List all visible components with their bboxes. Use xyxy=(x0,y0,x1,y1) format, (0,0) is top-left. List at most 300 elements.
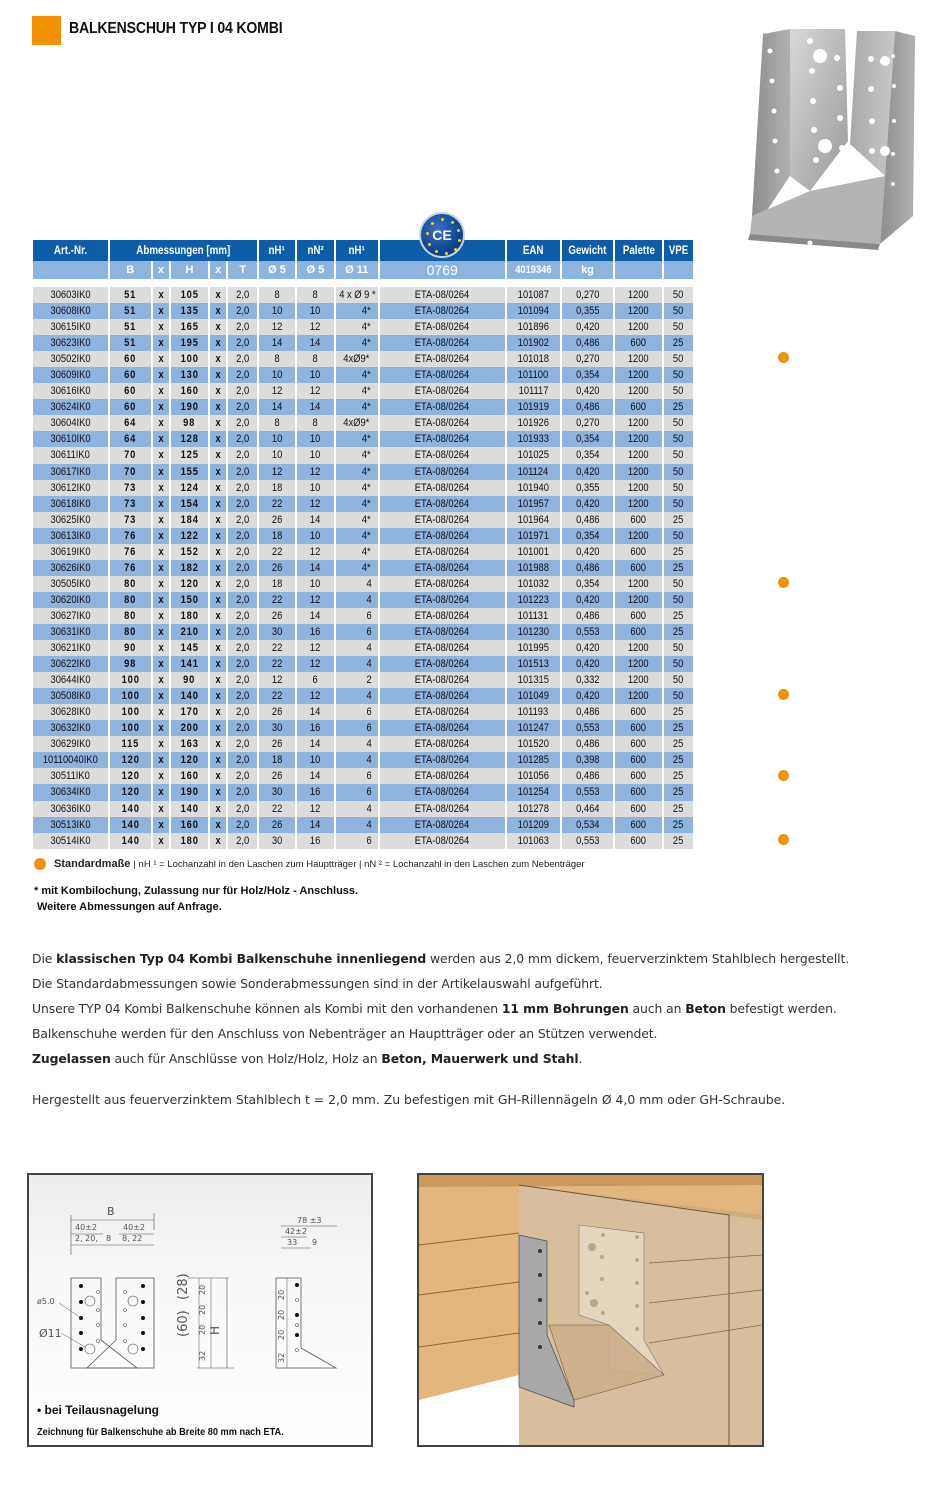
table-body xyxy=(33,287,694,849)
subheader-x1: x xyxy=(152,261,170,279)
cell-dim-x: x xyxy=(152,399,170,415)
cell-dim-t: 2,0 xyxy=(227,560,258,576)
cell-dim-x: x xyxy=(152,383,170,399)
cell-eta-approval: ETA-08/0264 xyxy=(379,801,506,817)
cell-vpe: 25 xyxy=(663,801,694,817)
description-line: Zugelassen auch für Anschlüsse von Holz/Holz, Holz an Beton, Mauerwerk und Stahl. xyxy=(32,1051,583,1066)
description-line: Unsere TYP 04 Kombi Balkenschuhe können als Kombi mit den vorhandenen 11 mm Bohrungen auch an Beton befestigt werden. xyxy=(32,1001,837,1016)
cell-palette: 600 xyxy=(614,608,663,624)
cell-dim-b: 98 xyxy=(109,656,152,672)
cell-art-number: 30502IK0 xyxy=(33,351,109,367)
cell-dim-h: 128 xyxy=(170,431,209,447)
cell-vpe: 50 xyxy=(663,447,694,463)
cell-art-number: 30627IK0 xyxy=(33,608,109,624)
table-row xyxy=(33,560,694,576)
cell-holes-nh5: 30 xyxy=(258,784,296,800)
cell-art-number: 30612IK0 xyxy=(33,480,109,496)
cell-weight: 0,354 xyxy=(561,367,614,383)
cell-dim-t: 2,0 xyxy=(227,752,258,768)
cell-ean: 101025 xyxy=(506,447,561,463)
cell-art-number: 30604IK0 xyxy=(33,415,109,431)
cell-dim-x: x xyxy=(152,528,170,544)
cell-weight: 0,332 xyxy=(561,672,614,688)
cell-holes-nh5: 10 xyxy=(258,447,296,463)
cell-dim-b: 90 xyxy=(109,640,152,656)
standard-size-dot-icon xyxy=(778,834,789,845)
cell-dim-x: x xyxy=(152,817,170,833)
cell-art-number: 30611IK0 xyxy=(33,447,109,463)
cell-dim-t: 2,0 xyxy=(227,624,258,640)
table-row xyxy=(33,415,694,431)
cell-holes-nh5: 8 xyxy=(258,415,296,431)
cell-dim-b: 76 xyxy=(109,528,152,544)
cell-holes-nh11: 6 xyxy=(335,608,379,624)
page-title: BALKENSCHUH TYP I 04 KOMBI xyxy=(69,20,283,37)
cell-art-number: 30505IK0 xyxy=(33,576,109,592)
cell-art-number: 30616IK0 xyxy=(33,383,109,399)
cell-dim-t: 2,0 xyxy=(227,447,258,463)
cell-vpe: 50 xyxy=(663,431,694,447)
cell-dim-x: x xyxy=(209,608,227,624)
cell-dim-h: 124 xyxy=(170,480,209,496)
cell-holes-nn5: 12 xyxy=(296,801,335,817)
table-row xyxy=(33,833,694,849)
cell-eta-approval: ETA-08/0264 xyxy=(379,784,506,800)
cell-ean: 101520 xyxy=(506,736,561,752)
svg-text:9: 9 xyxy=(312,1238,318,1247)
cell-ean: 101995 xyxy=(506,640,561,656)
cell-holes-nh11: 4xØ9* xyxy=(335,351,379,367)
cell-palette: 600 xyxy=(614,833,663,849)
cell-eta-approval: ETA-08/0264 xyxy=(379,736,506,752)
cell-dim-h: 150 xyxy=(170,592,209,608)
col-header-nh1-11: nH¹ xyxy=(335,240,379,261)
cell-holes-nh5: 14 xyxy=(258,399,296,415)
cell-dim-t: 2,0 xyxy=(227,817,258,833)
cell-dim-h: 190 xyxy=(170,784,209,800)
cell-holes-nn5: 10 xyxy=(296,480,335,496)
cell-holes-nh5: 26 xyxy=(258,817,296,833)
cell-art-number: 30628IK0 xyxy=(33,704,109,720)
cell-dim-x: x xyxy=(209,399,227,415)
cell-dim-x: x xyxy=(152,704,170,720)
cell-dim-b: 64 xyxy=(109,431,152,447)
cell-holes-nh5: 30 xyxy=(258,720,296,736)
cell-weight: 0,270 xyxy=(561,351,614,367)
cell-holes-nh5: 8 xyxy=(258,287,296,303)
cell-holes-nh11: 4xØ9* xyxy=(335,415,379,431)
cell-vpe: 50 xyxy=(663,576,694,592)
cell-eta-approval: ETA-08/0264 xyxy=(379,319,506,335)
cell-dim-x: x xyxy=(209,656,227,672)
cell-holes-nn5: 10 xyxy=(296,447,335,463)
col-header-art: Art.-Nr. xyxy=(33,240,109,261)
table-row xyxy=(33,512,694,528)
svg-text:20: 20 xyxy=(198,1284,207,1295)
cell-dim-b: 76 xyxy=(109,560,152,576)
cell-dim-x: x xyxy=(209,512,227,528)
cell-dim-x: x xyxy=(209,576,227,592)
cell-weight: 0,486 xyxy=(561,608,614,624)
col-header-nh1: nH¹ xyxy=(258,240,296,261)
cell-ean: 101193 xyxy=(506,704,561,720)
cell-holes-nh5: 10 xyxy=(258,303,296,319)
cell-holes-nh5: 10 xyxy=(258,431,296,447)
cell-eta-approval: ETA-08/0264 xyxy=(379,688,506,704)
cell-holes-nn5: 12 xyxy=(296,592,335,608)
cell-weight: 0,486 xyxy=(561,704,614,720)
cell-holes-nn5: 10 xyxy=(296,576,335,592)
cell-dim-h: 125 xyxy=(170,447,209,463)
table-subheader-row xyxy=(33,261,694,279)
cell-holes-nn5: 14 xyxy=(296,817,335,833)
cell-vpe: 50 xyxy=(663,688,694,704)
cell-dim-x: x xyxy=(152,544,170,560)
cell-weight: 0,355 xyxy=(561,303,614,319)
cell-holes-nh11: 4* xyxy=(335,480,379,496)
cell-dim-x: x xyxy=(209,704,227,720)
cell-eta-approval: ETA-08/0264 xyxy=(379,528,506,544)
cell-palette: 600 xyxy=(614,399,663,415)
cell-eta-approval: ETA-08/0264 xyxy=(379,720,506,736)
cell-ean: 101971 xyxy=(506,528,561,544)
cell-dim-x: x xyxy=(209,367,227,383)
cell-dim-b: 120 xyxy=(109,768,152,784)
cell-holes-nn5: 8 xyxy=(296,415,335,431)
cell-ean: 101063 xyxy=(506,833,561,849)
installation-illustration xyxy=(419,1175,762,1445)
col-header-nn2: nN² xyxy=(296,240,335,261)
cell-holes-nn5: 14 xyxy=(296,560,335,576)
cell-weight: 0,354 xyxy=(561,528,614,544)
cell-palette: 1200 xyxy=(614,383,663,399)
cell-ean: 101902 xyxy=(506,335,561,351)
cell-dim-x: x xyxy=(152,720,170,736)
cell-eta-approval: ETA-08/0264 xyxy=(379,496,506,512)
cell-dim-h: 160 xyxy=(170,383,209,399)
table-row xyxy=(33,752,694,768)
svg-text:40±2: 40±2 xyxy=(75,1223,97,1232)
cell-holes-nh5: 26 xyxy=(258,560,296,576)
cell-vpe: 50 xyxy=(663,287,694,303)
svg-text:33: 33 xyxy=(287,1238,298,1247)
cell-dim-x: x xyxy=(152,464,170,480)
cell-weight: 0,486 xyxy=(561,335,614,351)
table-legend: Standardmaße | nH ¹ = Lochanzahl in den Laschen zum Hauptträger | nN ² = Lochanzahl in den Laschen zum Nebenträger xyxy=(34,858,585,870)
cell-holes-nh5: 12 xyxy=(258,672,296,688)
cell-dim-x: x xyxy=(209,672,227,688)
svg-text:8: 8 xyxy=(106,1234,112,1243)
cell-holes-nn5: 16 xyxy=(296,720,335,736)
cell-palette: 600 xyxy=(614,560,663,576)
table-row xyxy=(33,817,694,833)
table-row xyxy=(33,480,694,496)
cell-holes-nh11: 4 x Ø 9 * xyxy=(335,287,379,303)
cell-dim-h: 190 xyxy=(170,399,209,415)
cell-weight: 0,553 xyxy=(561,833,614,849)
cell-holes-nn5: 12 xyxy=(296,496,335,512)
cell-dim-b: 60 xyxy=(109,351,152,367)
cell-holes-nh5: 26 xyxy=(258,608,296,624)
table-row xyxy=(33,367,694,383)
cell-ean: 101049 xyxy=(506,688,561,704)
cell-dim-t: 2,0 xyxy=(227,608,258,624)
cell-holes-nn5: 14 xyxy=(296,768,335,784)
ce-mark-badge xyxy=(419,212,465,258)
cell-eta-approval: ETA-08/0264 xyxy=(379,624,506,640)
cell-art-number: 30636IK0 xyxy=(33,801,109,817)
footnote-kombilochung: * mit Kombilochung, Zulassung nur für Holz/Holz - Anschluss. xyxy=(34,885,359,897)
cell-holes-nh5: 18 xyxy=(258,480,296,496)
cell-dim-t: 2,0 xyxy=(227,431,258,447)
cell-holes-nh11: 4 xyxy=(335,640,379,656)
table-row xyxy=(33,672,694,688)
cell-eta-approval: ETA-08/0264 xyxy=(379,335,506,351)
cell-art-number: 30624IK0 xyxy=(33,399,109,415)
cell-dim-b: 140 xyxy=(109,833,152,849)
cell-art-number: 30513IK0 xyxy=(33,817,109,833)
cell-dim-b: 70 xyxy=(109,464,152,480)
cell-palette: 1200 xyxy=(614,447,663,463)
cell-dim-x: x xyxy=(152,624,170,640)
cell-dim-b: 100 xyxy=(109,704,152,720)
cell-vpe: 25 xyxy=(663,624,694,640)
cell-dim-b: 51 xyxy=(109,335,152,351)
table-row xyxy=(33,383,694,399)
cell-eta-approval: ETA-08/0264 xyxy=(379,592,506,608)
svg-text:20: 20 xyxy=(277,1329,286,1340)
table-row xyxy=(33,303,694,319)
standard-size-dot-icon xyxy=(778,689,789,700)
cell-holes-nh11: 4* xyxy=(335,544,379,560)
cell-ean: 101254 xyxy=(506,784,561,800)
col-header-palette: Palette xyxy=(614,240,663,261)
cell-eta-approval: ETA-08/0264 xyxy=(379,768,506,784)
cell-eta-approval: ETA-08/0264 xyxy=(379,303,506,319)
cell-weight: 0,553 xyxy=(561,624,614,640)
cell-vpe: 25 xyxy=(663,335,694,351)
cell-vpe: 25 xyxy=(663,704,694,720)
cell-holes-nn5: 14 xyxy=(296,608,335,624)
cell-holes-nn5: 12 xyxy=(296,544,335,560)
cell-ean: 101056 xyxy=(506,768,561,784)
cell-eta-approval: ETA-08/0264 xyxy=(379,447,506,463)
cell-dim-h: 160 xyxy=(170,768,209,784)
product-table xyxy=(33,240,695,849)
cell-dim-x: x xyxy=(152,512,170,528)
cell-palette: 1200 xyxy=(614,656,663,672)
cell-vpe: 25 xyxy=(663,608,694,624)
cell-dim-t: 2,0 xyxy=(227,415,258,431)
cell-dim-b: 60 xyxy=(109,399,152,415)
cell-dim-t: 2,0 xyxy=(227,576,258,592)
cell-palette: 1200 xyxy=(614,464,663,480)
svg-text:ø5.0: ø5.0 xyxy=(37,1297,55,1306)
cell-weight: 0,354 xyxy=(561,447,614,463)
cell-weight: 0,486 xyxy=(561,399,614,415)
cell-holes-nh11: 4* xyxy=(335,512,379,528)
cell-dim-t: 2,0 xyxy=(227,672,258,688)
cell-vpe: 25 xyxy=(663,784,694,800)
cell-dim-t: 2,0 xyxy=(227,784,258,800)
cell-dim-x: x xyxy=(152,736,170,752)
cell-holes-nh11: 4 xyxy=(335,576,379,592)
dimension-drawing-icon xyxy=(29,1175,371,1397)
cell-weight: 0,420 xyxy=(561,688,614,704)
cell-ean: 101230 xyxy=(506,624,561,640)
table-header-row xyxy=(33,240,694,261)
cell-art-number: 30613IK0 xyxy=(33,528,109,544)
cell-holes-nh11: 4* xyxy=(335,399,379,415)
cell-eta-approval: ETA-08/0264 xyxy=(379,351,506,367)
cell-eta-approval: ETA-08/0264 xyxy=(379,560,506,576)
cell-art-number: 30619IK0 xyxy=(33,544,109,560)
cell-holes-nh5: 26 xyxy=(258,512,296,528)
cell-ean: 101087 xyxy=(506,287,561,303)
cell-dim-h: 210 xyxy=(170,624,209,640)
cell-dim-x: x xyxy=(209,784,227,800)
cell-vpe: 50 xyxy=(663,464,694,480)
subheader-d5a: Ø 5 xyxy=(258,261,296,279)
standard-dot-icon xyxy=(34,858,46,870)
cell-holes-nn5: 10 xyxy=(296,367,335,383)
cell-dim-x: x xyxy=(152,752,170,768)
cell-dim-h: 120 xyxy=(170,752,209,768)
cell-vpe: 25 xyxy=(663,720,694,736)
cell-dim-h: 120 xyxy=(170,576,209,592)
cell-vpe: 50 xyxy=(663,367,694,383)
svg-text:(60): (60) xyxy=(176,1310,191,1337)
cell-holes-nn5: 10 xyxy=(296,528,335,544)
cell-dim-x: x xyxy=(209,351,227,367)
cell-holes-nh5: 14 xyxy=(258,335,296,351)
description-line: Balkenschuhe werden für den Anschluss von Nebenträger an Hauptträger oder an Stützen verwendet. xyxy=(32,1026,658,1041)
cell-dim-h: 140 xyxy=(170,688,209,704)
svg-text:40±2: 40±2 xyxy=(123,1223,145,1232)
cell-dim-t: 2,0 xyxy=(227,464,258,480)
cell-dim-x: x xyxy=(209,287,227,303)
cell-dim-t: 2,0 xyxy=(227,656,258,672)
cell-dim-h: 160 xyxy=(170,817,209,833)
cell-holes-nh5: 22 xyxy=(258,544,296,560)
svg-text:78 ±3: 78 ±3 xyxy=(297,1216,322,1225)
cell-holes-nn5: 10 xyxy=(296,303,335,319)
cell-ean: 101100 xyxy=(506,367,561,383)
cell-holes-nh5: 10 xyxy=(258,367,296,383)
cell-ean: 101513 xyxy=(506,656,561,672)
cell-dim-b: 80 xyxy=(109,624,152,640)
cell-eta-approval: ETA-08/0264 xyxy=(379,367,506,383)
cell-dim-x: x xyxy=(209,464,227,480)
cell-vpe: 50 xyxy=(663,383,694,399)
cell-ean: 101278 xyxy=(506,801,561,817)
cell-dim-x: x xyxy=(152,833,170,849)
table-row xyxy=(33,287,694,303)
cell-vpe: 50 xyxy=(663,415,694,431)
cell-dim-x: x xyxy=(152,560,170,576)
cell-palette: 1200 xyxy=(614,688,663,704)
cell-holes-nh11: 4 xyxy=(335,592,379,608)
cell-weight: 0,486 xyxy=(561,736,614,752)
cell-ean: 101285 xyxy=(506,752,561,768)
cell-art-number: 30609IK0 xyxy=(33,367,109,383)
cell-dim-b: 73 xyxy=(109,480,152,496)
table-row xyxy=(33,720,694,736)
standard-size-dot-icon xyxy=(778,352,789,363)
cell-dim-t: 2,0 xyxy=(227,528,258,544)
cell-eta-approval: ETA-08/0264 xyxy=(379,576,506,592)
cell-vpe: 50 xyxy=(663,672,694,688)
cell-dim-x: x xyxy=(209,736,227,752)
cell-dim-x: x xyxy=(152,287,170,303)
cell-holes-nh11: 4* xyxy=(335,431,379,447)
cell-weight: 0,420 xyxy=(561,544,614,560)
cell-palette: 600 xyxy=(614,736,663,752)
cell-dim-h: 130 xyxy=(170,367,209,383)
cell-dim-x: x xyxy=(209,592,227,608)
cell-palette: 600 xyxy=(614,624,663,640)
cell-holes-nn5: 8 xyxy=(296,351,335,367)
cell-holes-nh11: 4* xyxy=(335,303,379,319)
cell-holes-nh5: 22 xyxy=(258,656,296,672)
svg-text:20: 20 xyxy=(198,1304,207,1315)
cell-dim-t: 2,0 xyxy=(227,335,258,351)
cell-ean: 101988 xyxy=(506,560,561,576)
cell-dim-b: 73 xyxy=(109,512,152,528)
cell-dim-h: 122 xyxy=(170,528,209,544)
cell-holes-nh5: 22 xyxy=(258,592,296,608)
cell-vpe: 25 xyxy=(663,544,694,560)
cell-art-number: 30629IK0 xyxy=(33,736,109,752)
cell-holes-nh11: 4* xyxy=(335,367,379,383)
cell-art-number: 30644IK0 xyxy=(33,672,109,688)
cell-dim-h: 105 xyxy=(170,287,209,303)
cell-art-number: 30514IK0 xyxy=(33,833,109,849)
subheader-weight-unit: kg xyxy=(561,261,614,279)
cell-dim-x: x xyxy=(209,560,227,576)
cell-dim-h: 145 xyxy=(170,640,209,656)
cell-holes-nh5: 26 xyxy=(258,736,296,752)
cell-dim-t: 2,0 xyxy=(227,736,258,752)
cell-holes-nn5: 14 xyxy=(296,704,335,720)
cell-ean: 101209 xyxy=(506,817,561,833)
cell-weight: 0,464 xyxy=(561,801,614,817)
cell-dim-x: x xyxy=(209,817,227,833)
cell-dim-b: 140 xyxy=(109,801,152,817)
cell-dim-x: x xyxy=(152,319,170,335)
cell-dim-x: x xyxy=(152,592,170,608)
cell-ean: 101957 xyxy=(506,496,561,512)
cell-holes-nh11: 2 xyxy=(335,672,379,688)
cell-weight: 0,486 xyxy=(561,560,614,576)
cell-eta-approval: ETA-08/0264 xyxy=(379,704,506,720)
cell-holes-nh5: 18 xyxy=(258,528,296,544)
cell-dim-x: x xyxy=(152,496,170,512)
cell-dim-b: 115 xyxy=(109,736,152,752)
cell-holes-nn5: 12 xyxy=(296,656,335,672)
cell-ean: 101940 xyxy=(506,480,561,496)
subheader-b: B xyxy=(109,261,152,279)
cell-holes-nn5: 12 xyxy=(296,383,335,399)
cell-eta-approval: ETA-08/0264 xyxy=(379,399,506,415)
svg-text:20: 20 xyxy=(198,1324,207,1335)
svg-text:8, 22: 8, 22 xyxy=(122,1234,143,1243)
cell-eta-approval: ETA-08/0264 xyxy=(379,672,506,688)
cell-dim-b: 120 xyxy=(109,752,152,768)
subheader-t: T xyxy=(227,261,258,279)
subheader-d5b: Ø 5 xyxy=(296,261,335,279)
cell-holes-nh5: 8 xyxy=(258,351,296,367)
